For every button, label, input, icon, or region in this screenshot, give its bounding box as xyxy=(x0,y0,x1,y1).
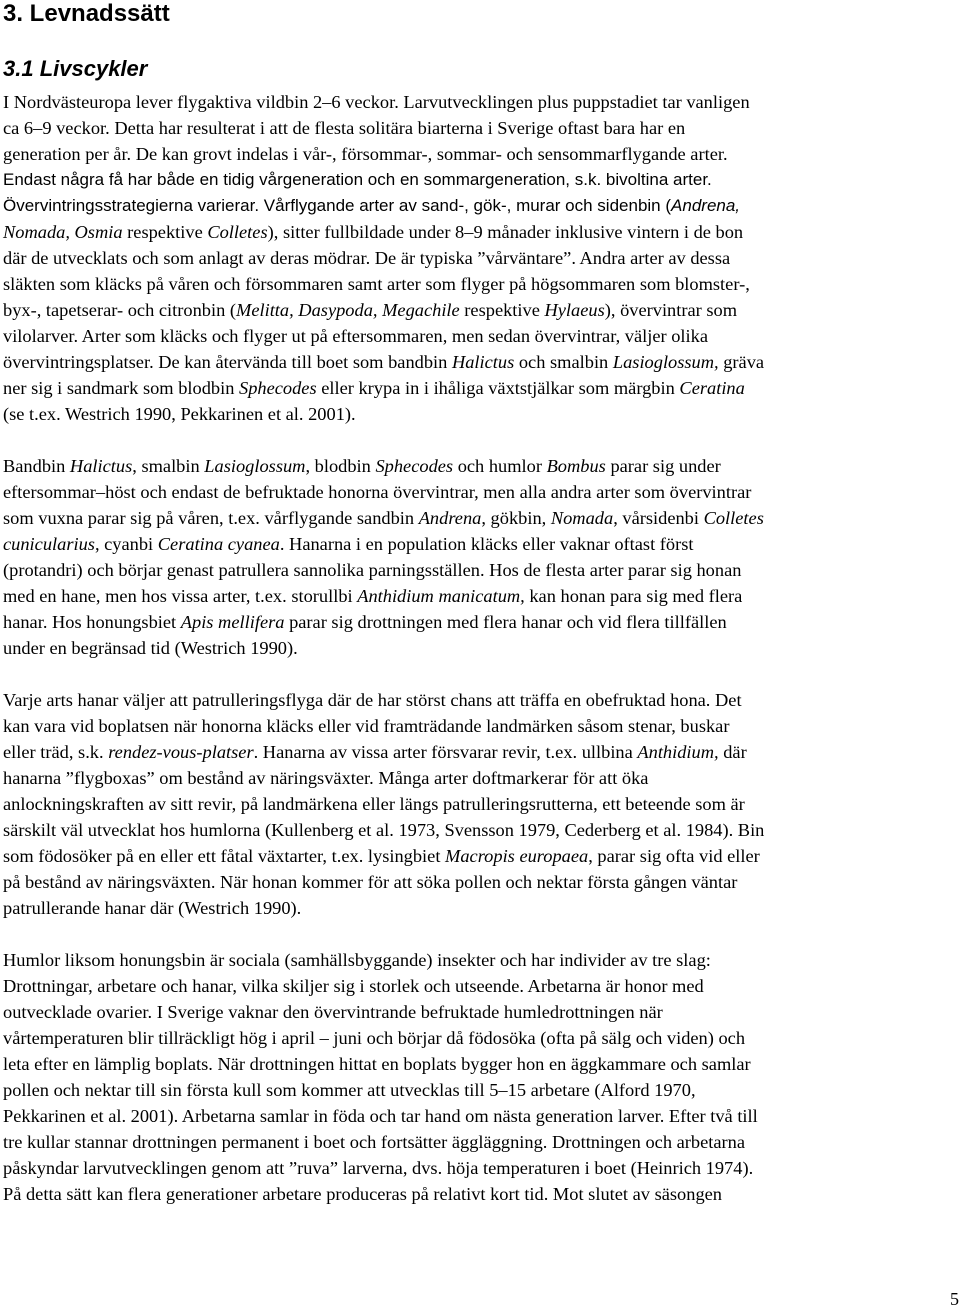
genus-name: Colletes xyxy=(703,508,764,528)
paragraph-gap xyxy=(3,921,955,947)
body-text xyxy=(3,89,955,1207)
text-line: anlockningskraften av sitt revir, på landmärkena eller längs patrulleringsrutterna, ett beteende som är xyxy=(3,794,745,814)
genus-name: Bombus xyxy=(546,456,606,476)
genus-name: Ceratina xyxy=(679,378,745,398)
text-line: pollen och nektar till sin första kull som kommer att utvecklas till 5–15 arbetare (Alford 1970, xyxy=(3,1080,696,1100)
text-line: tre kullar stannar drottningen permanent i boet och fortsätter äggläggning. Drottningen och arbetarna xyxy=(3,1132,746,1152)
species-name: Macropis europaea xyxy=(445,846,589,866)
genus-name: Melitta, Dasypoda, Megachile xyxy=(236,300,460,320)
genus-name: Nomada, Osmia xyxy=(3,222,123,242)
genus-name: Nomada xyxy=(550,508,614,528)
genus-name: Lasioglossum, xyxy=(612,352,719,372)
paragraph-gap xyxy=(3,427,955,453)
species-name: cunicularius xyxy=(3,534,95,554)
species-name: Ceratina cyanea xyxy=(157,534,280,554)
text-line xyxy=(3,193,955,219)
text-line: hanar. Hos honungsbiet Apis mellifera parar sig drottningen med flera hanar och vid flera tillfällen xyxy=(3,612,727,632)
text-line: eftersommar–höst och endast de befruktade honorna övervintrar, men alla andra arter som övervintrar xyxy=(3,482,752,502)
text-line: outvecklade ovarier. I Sverige vaknar den övervintrande befruktade humledrottningen när xyxy=(3,1002,663,1022)
text-line: som födosöker på en eller ett fåtal växtarter, t.ex. lysingbiet Macropis europaea, parar sig ofta vid eller xyxy=(3,846,760,866)
text-line: generation per år. De kan grovt indelas i vår-, försommar-, sommar- och sensommarflygande arter. xyxy=(3,144,728,164)
text-line: som vuxna parar sig på våren, t.ex. vårflygande sandbin Andrena, gökbin, Nomada, vårsidenbi Colletes xyxy=(3,508,764,528)
genus-name: Lasioglossum xyxy=(204,456,306,476)
text-line: (se t.ex. Westrich 1990, Pekkarinen et al. 2001). xyxy=(3,404,356,424)
text-line: cunicularius, cyanbi Ceratina cyanea. Hanarna i en population kläcks eller vaknar oftast först xyxy=(3,534,694,554)
section-heading: 3.1 Livscykler xyxy=(3,56,148,81)
genus-name: Halictus xyxy=(451,352,515,372)
paragraph-gap xyxy=(3,661,955,687)
text-line: Bandbin Halictus, smalbin Lasioglossum, blodbin Sphecodes och humlor Bombus parar sig under xyxy=(3,456,721,476)
text-line: patrullerande hanar där (Westrich 1990). xyxy=(3,898,302,918)
text-line: under en begränsad tid (Westrich 1990). xyxy=(3,638,298,658)
text-line: vårtemperaturen blir tillräckligt hög i april – juni och börjar då födosöka (ofta på sälg och viden) och xyxy=(3,1028,746,1048)
text-line: Nomada, Osmia respektive Colletes), sitter fullbildade under 8–9 månader inklusive vintern i de bon xyxy=(3,222,744,242)
genus-name: Halictus xyxy=(69,456,133,476)
text-line: På detta sätt kan flera generationer arbetare produceras på relativt kort tid. Mot slutet av säsongen xyxy=(3,1184,723,1204)
text-line: övervintringsplatser. De kan återvända till boet som bandbin Halictus och smalbin Lasioglossum, gräva xyxy=(3,352,765,372)
text-line: på bestånd av näringsväxten. När honan kommer för att söka pollen och nektar första gången väntar xyxy=(3,872,738,892)
term: rendez-vous-platser xyxy=(108,742,254,762)
text-run: Övervintringsstrategierna varierar. Vårflygande arter av sand-, gök-, murar och sidenbin ( xyxy=(3,196,672,215)
text-line: kan vara vid boplatsen när honorna kläcks eller vid framträdande landmärken såsom stenar, buskar xyxy=(3,716,730,736)
text-line: Humlor liksom honungsbin är sociala (samhällsbyggande) insekter och har individer av tre slag: xyxy=(3,950,711,970)
genus-name: Anthidium, xyxy=(637,742,719,762)
text-line: vilolarver. Arter som kläcks och flyger ut på eftersommaren, men sedan övervintrar, väljer olika xyxy=(3,326,709,346)
text-line: eller träd, s.k. rendez-vous-platser. Hanarna av vissa arter försvarar revir, t.ex. ullbina Anthidium, där xyxy=(3,742,747,762)
text-line: I Nordvästeuropa lever flygaktiva vildbin 2–6 veckor. Larvutvecklingen plus puppstadiet tar vanligen xyxy=(3,92,750,112)
text-line: ca 6–9 veckor. Detta har resulterat i att de flesta solitära biarterna i Sverige oftast bara har en xyxy=(3,118,686,138)
species-name: Anthidium manicatum, xyxy=(357,586,525,606)
text-line: med en hane, men hos vissa arter, t.ex. storullbi Anthidium manicatum, kan honan para sig med flera xyxy=(3,586,743,606)
genus-name: Sphecodes xyxy=(375,456,454,476)
species-name: Apis mellifera xyxy=(180,612,285,632)
text-line: påskyndar larvutvecklingen genom att ”ruva” larverna, dvs. höja temperaturen i boet (Heinrich 1974). xyxy=(3,1158,754,1178)
genus-name: Colletes xyxy=(207,222,268,242)
text-line: ner sig i sandmark som blodbin Sphecodes eller krypa in i ihåliga växtstjälkar som märgbin Ceratina xyxy=(3,378,745,398)
text-line: Endast några få har både en tidig vårgeneration och en sommargeneration, s.k. bivoltina arter. xyxy=(3,170,712,189)
genus-name: Hylaeus xyxy=(544,300,605,320)
text-line: där de utvecklats och som anlagt av deras mödrar. De är typiska ”vårväntare”. Andra arter av dessa xyxy=(3,248,731,268)
text-line: hanarna ”flygboxas” om bestånd av näringsväxter. Många arter doftmarkerar för att öka xyxy=(3,768,649,788)
text-line: byx-, tapetserar- och citronbin (Melitta, Dasypoda, Megachile respektive Hylaeus), övervintrar som xyxy=(3,300,738,320)
text-line: Varje arts hanar väljer att patrulleringsflyga där de har störst chans att träffa en obefruktad hona. Det xyxy=(3,690,742,710)
text-line: leta efter en lämplig boplats. När drottningen hittat en boplats bygger hon en äggkammare och samlar xyxy=(3,1054,751,1074)
genus-name: Andrena xyxy=(418,508,482,528)
text-line: (protandri) och börjar genast patrullera sannolika parningsställen. Hos de flesta arter parar sig honan xyxy=(3,560,742,580)
text-line: Drottningar, arbetare och hanar, vilka skiljer sig i storlek och utseende. Arbetarna är honor med xyxy=(3,976,704,996)
genus-name: Andrena, xyxy=(671,196,741,215)
genus-name: Sphecodes xyxy=(239,378,317,398)
text-line: särskilt väl utvecklat hos humlorna (Kullenberg et al. 1973, Svensson 1979, Cederberg et al. 1984). Bin xyxy=(3,820,765,840)
text-line: Pekkarinen et al. 2001). Arbetarna samlar in föda och tar hand om nästa generation larver. Efter två till xyxy=(3,1106,758,1126)
page-number: 5 xyxy=(950,1289,959,1309)
text-line: släkten som kläcks på våren och försommaren samt arter som flyger på högsommaren som blomster-, xyxy=(3,274,750,294)
chapter-heading: 3. Levnadssätt xyxy=(3,0,170,27)
